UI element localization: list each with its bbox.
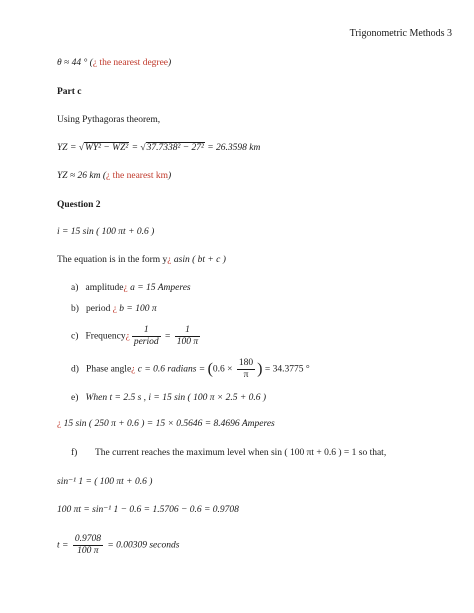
item-d: d) Phase angle¿ c = 0.6 radians = (0.6 × $\frac{180}{\pi}$ ) = 34.3775 ° bbox=[71, 358, 310, 380]
item-e-result: ¿ 15 sin ( 250 π + 0.6 ) = 15 × 0.5646 = 8.4696 Amperes bbox=[57, 419, 275, 429]
item-c: c) Frequency¿ $\frac{1}{\text{period}}$ = $\frac{1}{100 \pi}$ bbox=[71, 325, 199, 347]
theta-note: ¿ the nearest degree bbox=[92, 58, 169, 68]
arcsin-line: sin⁻¹ 1 = ( 100 πt + 0.6 ) bbox=[57, 477, 153, 487]
fraction-1-over-period: $\frac{1}{\text{period}}$ bbox=[133, 325, 159, 347]
theta-line: θ ≈ 44 ° (¿ the nearest degree) bbox=[57, 58, 172, 68]
fraction-t: $\frac{0.9708}{100 \pi}$ bbox=[74, 534, 101, 556]
part-c-heading: Part c bbox=[57, 87, 82, 97]
t-line: t = $\frac{0.9708}{100 \pi}$ = 0.00309 seconds bbox=[57, 534, 180, 556]
current-equation: i = 15 sin ( 100 πt + 0.6 ) bbox=[57, 227, 155, 237]
solve-line: 100 πt = sin⁻¹ 1 − 0.6 = 1.5706 − 0.6 = 0.9708 bbox=[57, 505, 239, 515]
yz-equation: YZ = √WY² − WZ² = √37.7338² − 27² = 26.3598 km bbox=[57, 143, 261, 153]
form-line: The equation is in the form y¿ asin ( bt + c ) bbox=[57, 255, 226, 265]
pythagoras-intro: Using Pythagoras theorem, bbox=[57, 115, 161, 125]
item-b: b) period ¿ b = 100 π bbox=[71, 304, 157, 314]
running-head: Trigonometric Methods 3 bbox=[349, 28, 452, 39]
yz-note: ¿ the nearest km bbox=[106, 171, 169, 181]
item-f-text: The current reaches the maximum level when sin ( 100 πt + 0.6 ) = 1 so that, bbox=[95, 448, 387, 458]
item-a: a) amplitude¿ a = 15 Amperes bbox=[71, 283, 191, 293]
item-e: e) When t = 2.5 s , i = 15 sin ( 100 π × 2.5 + 0.6 ) bbox=[71, 393, 267, 403]
fraction-180-over-pi: $\frac{180}{\pi}$ bbox=[238, 358, 254, 380]
question-2-heading: Question 2 bbox=[57, 200, 101, 210]
fraction-1-over-100pi: $\frac{1}{100 \pi}$ bbox=[176, 325, 199, 347]
item-f: f) bbox=[71, 448, 78, 458]
yz-rounded: YZ ≈ 26 km (¿ the nearest km) bbox=[57, 171, 172, 181]
